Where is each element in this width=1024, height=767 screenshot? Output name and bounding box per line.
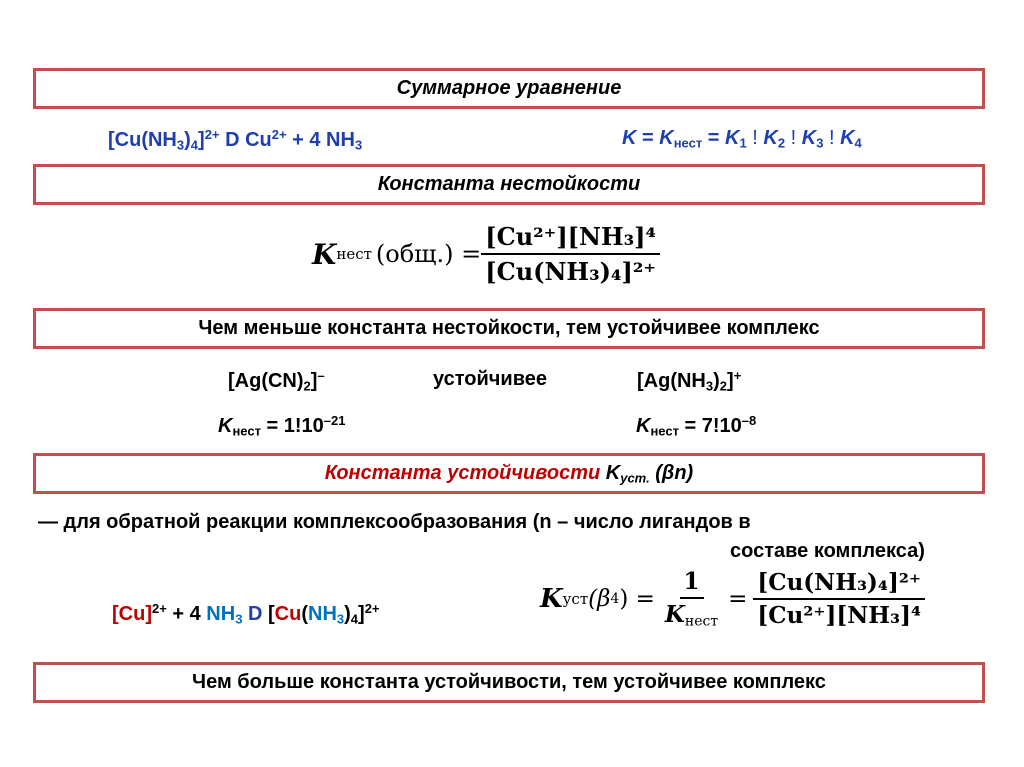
- description-line-2: составе комплекса): [730, 540, 925, 562]
- inverse-fraction: $\frac{1}{K_{нест}}$: [664, 568, 719, 630]
- more-stable-label: устойчивее: [433, 368, 547, 390]
- more-stability-statement: Чем больше константа устойчивости, тем устойчивее комплекс: [192, 671, 826, 693]
- description-line-1: — для обратной реакции комплексообразования (n – число лигандов в: [38, 511, 751, 533]
- ag-nh3-complex: $[Ag(NH_3)_2]^+$: [637, 368, 742, 394]
- k-product-equation: $K = K_{нест} = K_1$ ! $K_2$ ! $K_3$ ! $K_4$: [622, 127, 862, 151]
- summary-equation-title: Суммарное уравнение: [396, 77, 622, 99]
- instability-fraction: $\frac{\text{[Cu²⁺][NH₃]⁴}}{\text{[Cu(NH₃)₄]²⁺}}$: [481, 222, 660, 286]
- ag-cn-complex: $[Ag(CN)_2]^-$: [228, 368, 325, 394]
- stability-formula: K уст (β 4 ) = $\frac{1}{K_{нест}}$ = $\frac{\text{[Cu(NH₃)₄]²⁺}}{\text{[Cu²⁺][NH₃]⁴}}$: [540, 568, 925, 630]
- more-stability-box: [33, 662, 985, 703]
- stability-constant-box: [33, 453, 985, 494]
- less-instability-box: [33, 308, 985, 349]
- summary-equation-box: [33, 68, 985, 109]
- stability-constant-title: Константа устойчивости $K_{уст.}$ (βn): [324, 461, 694, 486]
- instability-constant-title: Константа нестойкости: [377, 173, 641, 195]
- stability-fraction: $\frac{\text{[Cu(NH₃)₄]²⁺}}{\text{[Cu²⁺][NH₃]⁴}}$: [753, 569, 925, 629]
- k-nest-ag-cn: $K_{нест} = 1!10^{-21}$: [218, 413, 346, 439]
- dissociation-equation: $[Cu(NH_3)_4]^{2+}$ D $Cu^{2+} + 4$ $NH_3$: [108, 127, 363, 153]
- less-instability-statement: Чем меньше константа нестойкости, тем устойчивее комплекс: [198, 317, 820, 339]
- instability-formula: K нест (общ.) = $\frac{\text{[Cu²⁺][NH₃]⁴}}{\text{[Cu(NH₃)₄]²⁺}}$: [312, 222, 660, 286]
- instability-constant-box: [33, 164, 985, 205]
- formation-equation: $[Cu]^{2+} + 4$ $NH_3$ D $[Cu(NH_3)_4]^{2+}$: [112, 601, 380, 627]
- k-nest-ag-nh3: $K_{нест} = 7!10^{-8}$: [636, 413, 757, 439]
